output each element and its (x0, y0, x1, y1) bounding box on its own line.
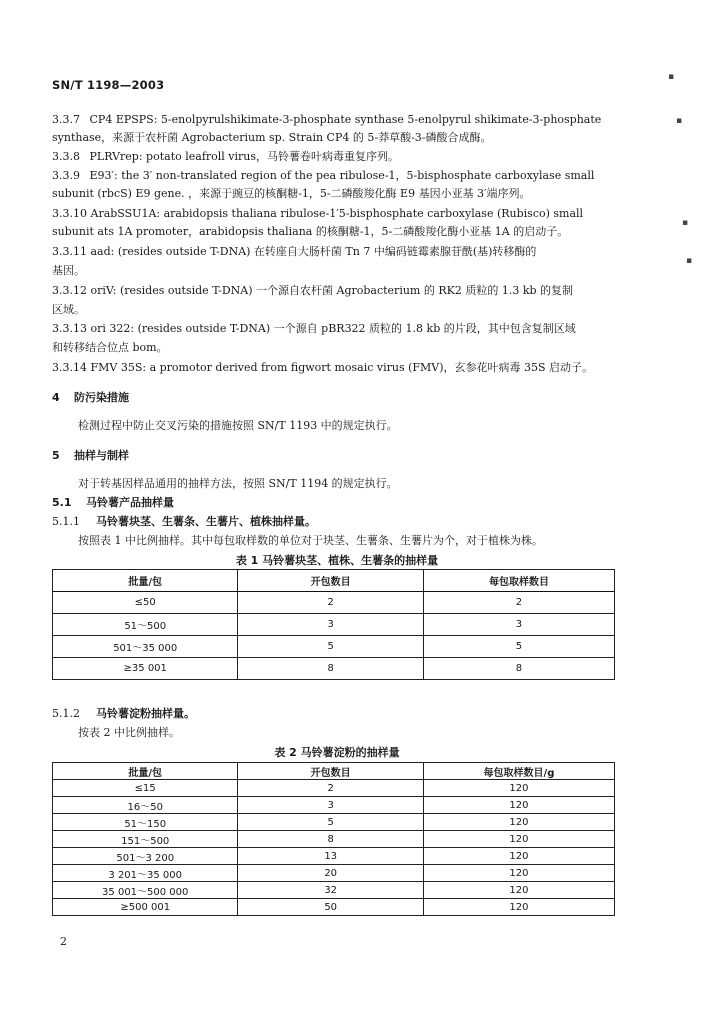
section-number: 5 (52, 449, 60, 462)
section-5-1-heading (52, 496, 622, 510)
def-text: FMV 35S: a promotor derived from figwort mosaic virus (FMV)，玄参花叶病毒 35S 启动子。 (90, 361, 594, 374)
section-title: 马铃薯块茎、生薯条、生薯片、植株抽样量。 (96, 515, 316, 528)
table-1-caption: 表 1 马铃薯块茎、植株、生薯条的抽样量 (235, 554, 439, 567)
def-3-3-11-line-2: 基因。 (52, 264, 85, 277)
section-number: 5.1.2 (52, 707, 80, 720)
table-cell: 5 (238, 636, 423, 658)
header-cell: 开包数目 (238, 570, 423, 592)
table-cell: 50 (238, 899, 423, 916)
def-number: 3.3.8 (52, 150, 80, 163)
table-cell: 8 (423, 658, 614, 680)
standard-number: SN/T 1198—2003 (52, 78, 165, 92)
section-title: 抽样与制样 (74, 449, 129, 462)
section-5-body: 对于转基因样品通用的抽样方法，按照 SN/T 1194 的规定执行。 (78, 477, 398, 490)
table-cell: 120 (423, 848, 614, 865)
table-row (53, 636, 615, 658)
table-row (53, 899, 615, 916)
table-row (53, 780, 615, 797)
def-3-3-9-line-2: subunit (rbcS) E9 gene. ，来源于豌豆的核酮糖-1，5-二磷酸羧化酶 E9 基因小亚基 3′端序列。 (52, 187, 531, 200)
table-cell: 2 (238, 780, 423, 797)
def-number: 3.3.11 (52, 245, 87, 258)
def-3-3-14 (52, 361, 622, 375)
def-number: 3.3.14 (52, 361, 87, 374)
header-cell: 批量/包 (53, 763, 238, 780)
table-cell: 120 (423, 882, 614, 899)
def-number: 3.3.10 (52, 207, 87, 220)
def-3-3-8 (52, 150, 622, 164)
table-cell: 2 (238, 592, 423, 614)
table-cell: 16～50 (53, 797, 238, 814)
def-3-3-7-line-2: synthase，来源于农杆菌 Agrobacterium sp. Strain CP4 的 5-莽草酸-3-磷酸合成酶。 (52, 131, 492, 144)
table-cell: 120 (423, 899, 614, 916)
scan-speck: ▪ (686, 256, 693, 266)
table-row (53, 658, 615, 680)
def-number: 3.3.13 (52, 322, 87, 335)
def-text: CP4 EPSPS: 5-enolpyrulshikimate-3-phosphate synthase 5-enolpyrul shikimate-3-phosphate (89, 113, 602, 126)
header-cell: 开包数目 (238, 763, 423, 780)
def-text: ArabSSU1A: arabidopsis thaliana ribulose-1′5-bisphosphate carboxylase (Rubisco) small (90, 207, 584, 220)
def-text: oriV: (resides outside T-DNA) 一个源自农杆菌 Agrobacterium 的 RK2 质粒的 1.3 kb 的复制 (90, 284, 574, 297)
section-4-body: 检测过程中防止交叉污染的措施按照 SN/T 1193 中的规定执行。 (78, 419, 398, 432)
table-row (53, 882, 615, 899)
table-cell: 120 (423, 814, 614, 831)
section-title: 马铃薯产品抽样量 (86, 496, 174, 509)
section-title: 防污染措施 (74, 391, 129, 404)
section-4-heading (52, 391, 622, 405)
def-3-3-10-line-2: subunit ats 1A promoter，arabidopsis thaliana 的核酮糖-1，5-二磷酸羧化酶小亚基 1A 的启动子。 (52, 225, 569, 238)
scan-speck: ▪ (668, 72, 675, 82)
table-cell: 32 (238, 882, 423, 899)
table-cell: 8 (238, 658, 423, 680)
table-cell: 35 001～500 000 (53, 882, 238, 899)
table-row (53, 814, 615, 831)
def-text: PLRVrep: potato leafroll virus，马铃薯卷叶病毒重复序列。 (89, 150, 400, 163)
table-cell: 3 (423, 614, 614, 636)
section-number: 5.1.1 (52, 515, 80, 528)
header-cell: 每包取样数目 (423, 570, 614, 592)
section-number: 5.1 (52, 496, 72, 509)
table-cell: 151～500 (53, 831, 238, 848)
table-row (53, 848, 615, 865)
table-cell: ≥500 001 (53, 899, 238, 916)
def-text: ori 322: (resides outside T-DNA) 一个源自 pBR322 质粒的 1.8 kb 的片段，其中包含复制区域 (90, 322, 576, 335)
def-number: 3.3.12 (52, 284, 87, 297)
table-cell: 51～150 (53, 814, 238, 831)
table-cell: 120 (423, 797, 614, 814)
section-5-heading (52, 449, 622, 463)
def-3-3-11-line-1 (52, 245, 622, 259)
table-2-caption: 表 2 马铃薯淀粉的抽样量 (274, 746, 400, 759)
table-cell: 20 (238, 865, 423, 882)
table-cell: 120 (423, 865, 614, 882)
table-cell: ≤15 (53, 780, 238, 797)
table-cell: ≤50 (53, 592, 238, 614)
def-3-3-10-line-1 (52, 207, 622, 221)
table-row (53, 614, 615, 636)
table-cell: 5 (238, 814, 423, 831)
section-5-1-1-heading (52, 515, 622, 529)
def-text: aad: (resides outside T-DNA) 在转座自大肠杆菌 Tn 7 中编码链霉素腺苷酰(基)转移酶的 (90, 245, 537, 258)
table-cell: 3 (238, 797, 423, 814)
table-header-row (53, 763, 615, 780)
table-cell: 2 (423, 592, 614, 614)
table-cell: 13 (238, 848, 423, 865)
header-cell: 批量/包 (53, 570, 238, 592)
table-cell: 120 (423, 780, 614, 797)
table-cell: 501～3 200 (53, 848, 238, 865)
section-5-1-2-body: 按表 2 中比例抽样。 (78, 726, 180, 739)
table-cell: 8 (238, 831, 423, 848)
def-3-3-9-line-1 (52, 169, 622, 183)
table-cell: ≥35 001 (53, 658, 238, 680)
def-3-3-12-line-2: 区域。 (52, 303, 85, 316)
def-number: 3.3.9 (52, 169, 80, 182)
section-5-1-1-body: 按照表 1 中比例抽样。其中每包取样数的单位对于块茎、生薯条、生薯片为个，对于植株为株。 (78, 534, 543, 547)
table-row (53, 592, 615, 614)
def-3-3-13-line-1 (52, 322, 622, 336)
def-3-3-12-line-1 (52, 284, 622, 298)
table-cell: 120 (423, 831, 614, 848)
def-3-3-13-line-2: 和转移结合位点 bom。 (52, 341, 168, 354)
table-row (53, 831, 615, 848)
table-cell: 5 (423, 636, 614, 658)
table-header-row (53, 570, 615, 592)
table-cell: 3 (238, 614, 423, 636)
table-cell: 51～500 (53, 614, 238, 636)
table-row (53, 797, 615, 814)
table-row (53, 865, 615, 882)
page-number: 2 (60, 935, 67, 948)
def-3-3-7-line-1 (52, 113, 622, 127)
section-title: 马铃薯淀粉抽样量。 (96, 707, 195, 720)
scan-speck: ▪ (682, 218, 689, 228)
section-5-1-2-heading (52, 707, 622, 721)
table-cell: 501～35 000 (53, 636, 238, 658)
table-cell: 3 201～35 000 (53, 865, 238, 882)
table-1 (52, 569, 615, 680)
def-number: 3.3.7 (52, 113, 80, 126)
section-number: 4 (52, 391, 60, 404)
scan-speck: ▪ (676, 116, 683, 126)
def-text: E93′: the 3′ non-translated region of the pea ribulose-1，5-bisphosphate carboxylase small (89, 169, 595, 182)
header-cell: 每包取样数目/g (423, 763, 614, 780)
table-2 (52, 762, 615, 916)
